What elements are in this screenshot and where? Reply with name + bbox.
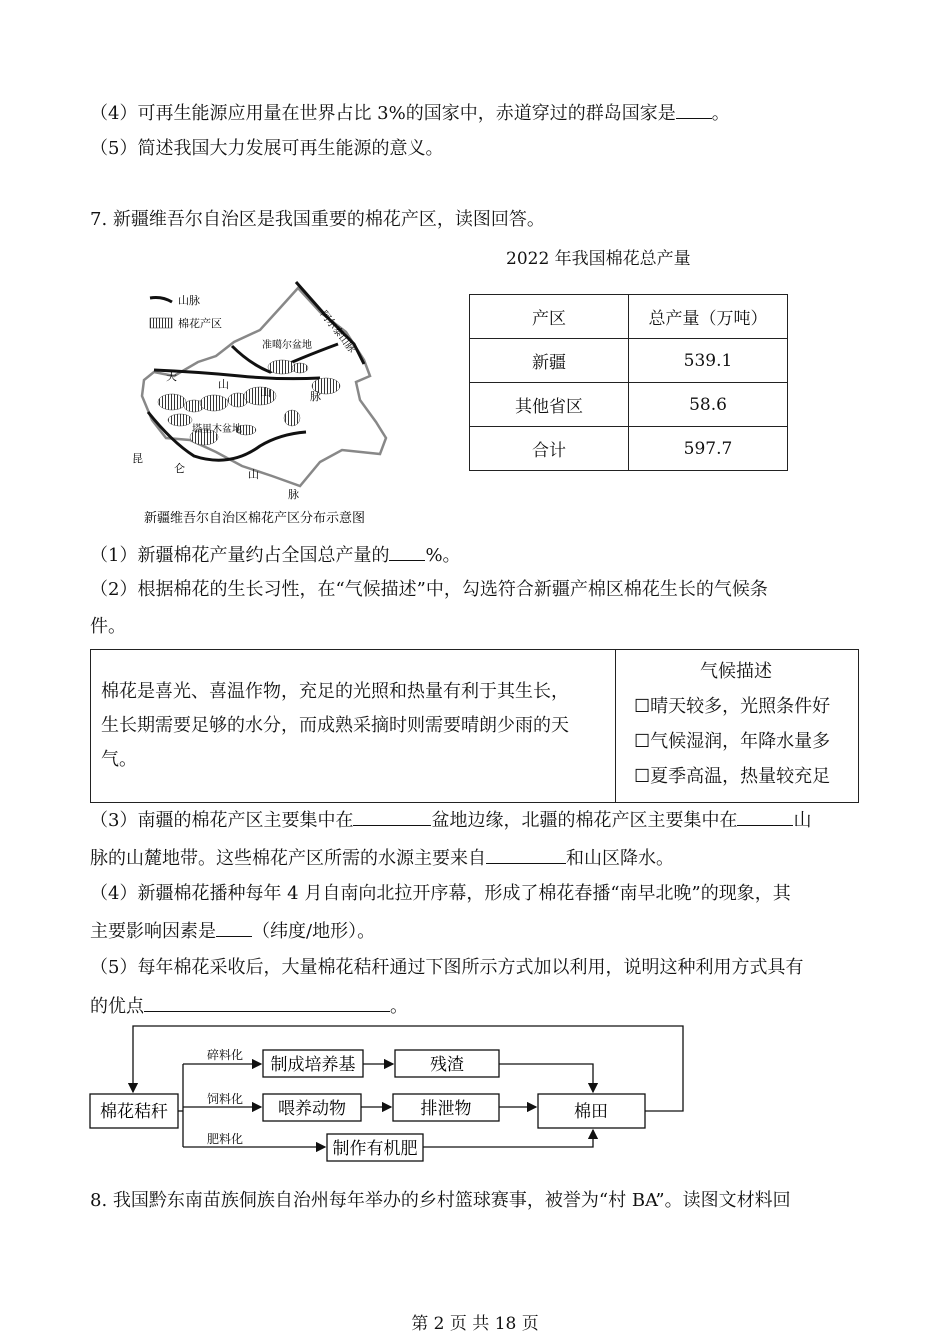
svg-text:棉田: 棉田 [574,1102,608,1122]
q7-item3-line1: （3）南疆的棉花产区主要集中在 盆地边缘，北疆的棉花产区主要集中在 山 [90,807,811,833]
answer-blank[interactable] [486,845,566,864]
q7-item5-line2: 的优点 。 [90,993,408,1019]
svg-text:制成培养基: 制成培养基 [270,1055,356,1075]
xinjiang-cotton-map [120,272,420,534]
answer-blank[interactable] [216,918,252,937]
climate-option[interactable]: ☐夏季高温，热量较充足 [634,766,831,787]
table-cell: 新疆 [470,339,629,383]
tian-label: 天 [166,370,177,383]
shan3-label: 山 [248,468,259,481]
q7-item3-line2: 脉的山麓地带。这些棉花产区所需的水源主要来自 和山区降水。 [90,845,674,871]
answer-blank[interactable] [353,807,431,826]
arrow-residue-field [499,1064,593,1092]
legend-cotton-swatch [150,318,172,328]
mai1-label: 脉 [310,390,321,403]
table-header-cell: 产区 [470,295,629,339]
legend-cotton-label: 棉花产区 [178,317,222,330]
table-cell: 597.7 [629,427,788,471]
shan1-label: 山 [218,378,229,391]
cotton-habit-text: 棉花是喜光、喜温作物，充足的光照和热量有利于其生长， 生长期需要足够的水分，而成熟采摘时则需要晴朗少雨的天 气。 [91,650,616,802]
source-label: 棉花秸秆 [100,1102,168,1122]
q6-item4-text: （4）可再生能源应用量在世界占比 3%的国家中，赤道穿过的群岛国家是 [90,103,676,124]
cotton-production-table [469,294,788,471]
table-cell: 58.6 [629,383,788,427]
shan2-label: 山 [260,386,271,399]
table-row [470,339,788,383]
q7-item2-line2: 件。 [90,616,126,637]
checkbox-icon[interactable]: ☐ [634,766,651,787]
route2-label: 饲料化 [207,1092,244,1106]
q8-stem: 8. 我国黔东南苗族侗族自治州每年举办的乡村篮球赛事，被誉为“村 BA”。读图文材料回 [90,1190,791,1211]
table-cell: 合计 [470,427,629,471]
junggar-label: 准噶尔盆地 [262,340,312,351]
straw-utilization-flow [85,1018,695,1168]
kun-label: 昆 [132,452,143,465]
q6-item5: （5）简述我国大力发展可再生能源的意义。 [90,138,444,159]
q7-item1: （1）新疆棉花产量约占全国总产量的 %。 [90,542,461,568]
route1-label: 碎料化 [207,1048,244,1062]
q7-item2-line1: （2）根据棉花的生长习性，在“气候描述”中，勾选符合新疆产棉区棉花生长的气候条 [90,579,768,600]
answer-blank[interactable] [676,100,712,119]
q7-stem: 7. 新疆维吾尔自治区是我国重要的棉花产区，读图回答。 [90,209,545,230]
lun-label: 仑 [174,462,185,475]
climate-option[interactable]: ☐气候湿润，年降水量多 [634,731,831,752]
table-cell: 539.1 [629,339,788,383]
answer-blank[interactable] [737,807,793,826]
q7-item4-line2: 主要影响因素是 （纬度/地形）。 [90,918,375,944]
table-header-cell: 总产量（万吨） [629,295,788,339]
climate-options [616,650,858,802]
climate-table [90,649,859,803]
map-caption: 新疆维吾尔自治区棉花产区分布示意图 [144,511,366,526]
tarim-label: 塔里木盆地 [192,424,242,435]
altai-label: 阿尔泰山脉 [317,309,358,356]
legend-mountain-label: 山脉 [178,294,200,307]
page-footer: 第 2 页 共 18 页 [411,1314,539,1334]
mai2-label: 脉 [288,488,299,501]
svg-text:残渣: 残渣 [430,1055,464,1075]
table-row [470,383,788,427]
climate-option[interactable]: ☐晴天较多，光照条件好 [634,696,831,717]
svg-text:喂养动物: 喂养动物 [278,1099,346,1119]
table-row [470,427,788,471]
legend-mountain-line [150,298,172,303]
table-cell: 其他省区 [470,383,629,427]
q7-item4-line1: （4）新疆棉花播种每年 4 月自南向北拉开序幕，形成了棉花春播“南早北晚”的现象，其 [90,883,791,904]
climate-header: 气候描述 [700,661,772,682]
svg-text:制作有机肥: 制作有机肥 [332,1139,418,1159]
answer-blank[interactable] [144,993,390,1012]
q6-item4: （4）可再生能源应用量在世界占比 3%的国家中，赤道穿过的群岛国家是 。 [90,100,730,126]
route3-label: 肥料化 [207,1132,244,1146]
table-title: 2022 年我国棉花总产量 [506,249,691,269]
checkbox-icon[interactable]: ☐ [634,731,651,752]
table-header-row [470,295,788,339]
answer-blank[interactable] [389,542,425,561]
svg-text:排泄物: 排泄物 [420,1099,472,1119]
checkbox-icon[interactable]: ☐ [634,696,651,717]
q7-item5-line1: （5）每年棉花采收后，大量棉花秸秆通过下图所示方式加以利用，说明这种利用方式具有 [90,957,804,978]
arrow-fertilizer-field [423,1130,593,1147]
